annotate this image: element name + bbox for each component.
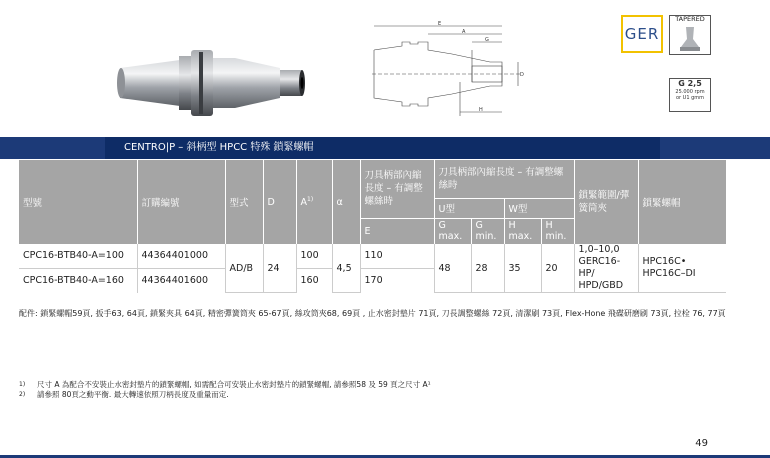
- tool-holder-photo: [115, 38, 320, 128]
- header-a-label: A: [300, 197, 307, 209]
- label-h: H: [479, 107, 483, 113]
- label-d: D: [520, 72, 524, 78]
- cell-a: 100: [296, 244, 332, 268]
- header-h-min: H min.: [541, 218, 574, 244]
- balance-unit: or U1 gmm: [675, 95, 705, 101]
- footnote-2-num: 2): [19, 391, 26, 398]
- balance-rpm-value: 25.000 rpm: [675, 89, 705, 95]
- cell-model: CPC16-BTB40-A=100: [19, 244, 137, 268]
- technical-drawing: [372, 20, 532, 128]
- cell-model: CPC16-BTB40-A=160: [23, 275, 124, 287]
- footnote-1-text: 尺寸 A 為配合不安裝止水密封墊片的鎖緊螺帽, 如需配合可安裝止水密封墊片的鎖緊螺帽, 請參照58 及 59 頁之尺寸 A¹: [37, 380, 431, 389]
- tapered-icon: [677, 25, 703, 53]
- header-alpha: α: [332, 160, 360, 244]
- cell-e: 110: [360, 244, 434, 268]
- cell-order-no: 44364401600: [137, 268, 225, 292]
- cell-alpha: 4,5: [332, 244, 360, 293]
- header-lock-nut: 鎖緊螺帽: [638, 160, 726, 244]
- cell-a: 160: [296, 268, 332, 292]
- cell-g-min: 28: [471, 244, 504, 293]
- footnote-1: [19, 380, 431, 389]
- header-g-min: G min.: [471, 218, 504, 244]
- cell-lock-nut: HPC16C• HPC16C–DI: [638, 244, 726, 293]
- footnote-2: [19, 390, 229, 399]
- ger-label: GER: [624, 25, 660, 43]
- header-u-type: U型: [434, 198, 504, 218]
- header-tool-inner-length-2: 刀具柄部內縮長度 – 有調整螺絲時: [434, 160, 574, 198]
- footnote-2-text: 請參照 80頁之動平衡. 最大轉速依照刀柄長度及重量而定.: [37, 390, 229, 399]
- table-row: [19, 244, 726, 268]
- cell-h-max: 35: [504, 244, 541, 293]
- cell-clamping-range: 1,0–10,0 GERC16-HP/ HPD/GBD: [574, 244, 638, 293]
- header-h-max: H max.: [504, 218, 541, 244]
- section-title: CENTRO|P – 斜柄型 HPCC 特殊 鎖緊螺帽: [124, 142, 314, 153]
- cell-g-max: 48: [434, 244, 471, 293]
- header-a-sup: 1): [307, 195, 314, 203]
- page-number: 49: [695, 438, 708, 449]
- label-g: G: [485, 37, 489, 43]
- accessories-text: 配件: 鎖緊螺帽59頁, 扳手63, 64頁, 鎖緊夾具 64頁, 精密彈簧筒夾 65-67頁, 絲攻筒夾68, 69頁 , 止水密封墊片 71頁, 刀長調整螺絲 72頁, 清潔刷 73頁, Flex-Hone 飛碟研磨刷 73頁, 拉栓 76, 77頁: [19, 309, 726, 318]
- header-tool-inner-length: 刀具柄部內縮長度 – 有調整螺絲時: [360, 160, 434, 218]
- header-model: 型號: [19, 160, 137, 244]
- header-a: [296, 160, 332, 244]
- header-order-no: 訂購編號: [137, 160, 225, 244]
- label-e: E: [438, 21, 442, 27]
- header-e: E: [360, 218, 434, 244]
- cell-d: 24: [263, 244, 296, 293]
- cell-order-no: 44364401000: [137, 244, 225, 268]
- tapered-label: TAPERED: [675, 15, 705, 23]
- balance-rpm: [669, 89, 711, 101]
- footnote-1-num: 1): [19, 381, 26, 388]
- header-d: D: [263, 160, 296, 244]
- header-g-max: G max.: [434, 218, 471, 244]
- header-type: 型式: [225, 160, 263, 244]
- ger-badge: [621, 15, 663, 53]
- cell-h-min: 20: [541, 244, 574, 293]
- product-table: [19, 160, 726, 293]
- cell-e: 170: [360, 268, 434, 292]
- cell-type: AD/B: [225, 244, 263, 293]
- label-a: A: [462, 29, 466, 35]
- header-clamping-range: 鎖緊範圍/彈簧筒夾: [574, 160, 638, 244]
- header-w-type: W型: [504, 198, 574, 218]
- balance-grade: G 2,5: [678, 79, 702, 88]
